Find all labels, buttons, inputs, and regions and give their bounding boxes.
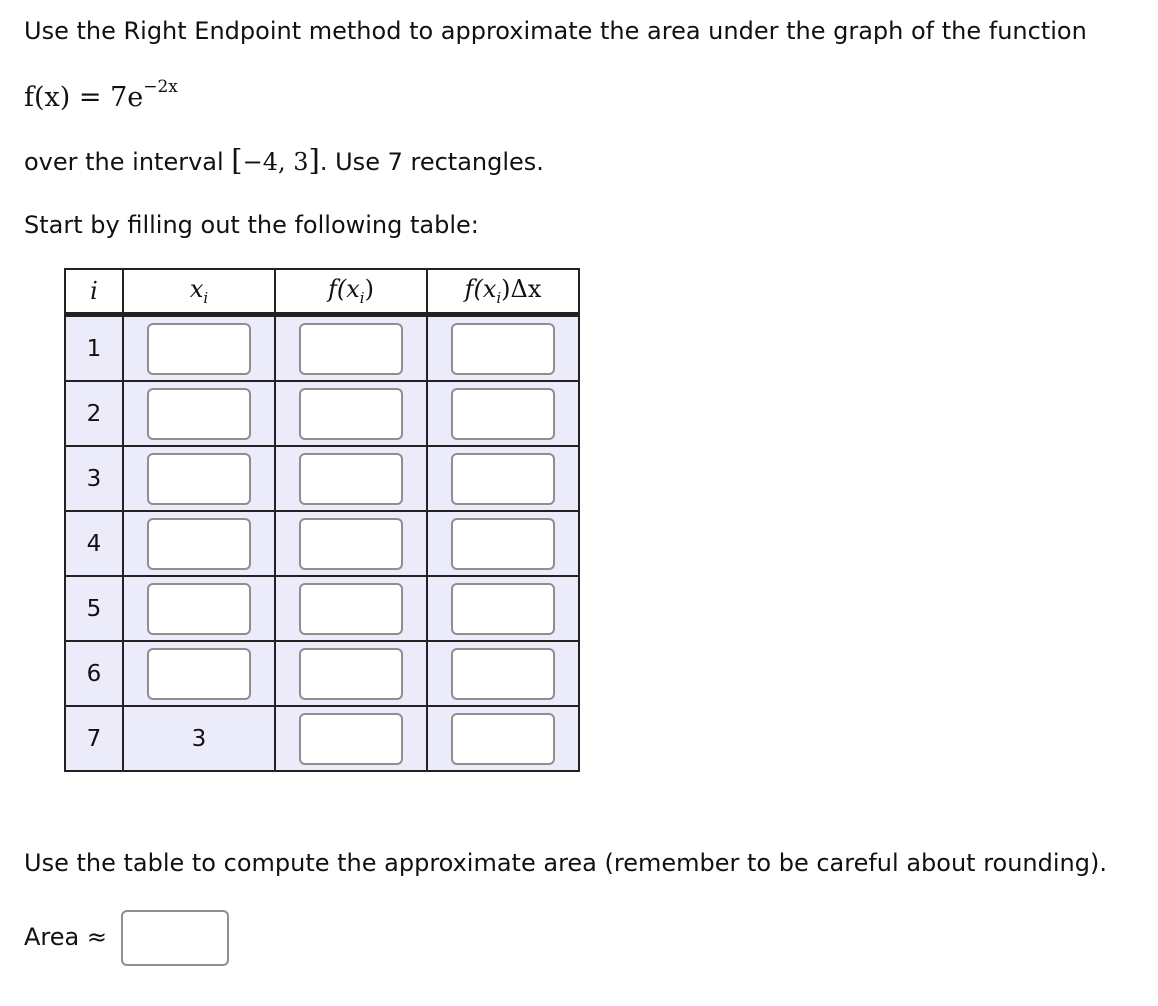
interval-left-bracket: [: [231, 143, 243, 177]
compute-instruction: Use the table to compute the approximate area (remember to be careful about rounding).: [24, 849, 1107, 877]
interval-statement: [24, 145, 544, 177]
table-row: [65, 446, 579, 511]
row-index: 1: [65, 315, 123, 382]
row-index: 4: [65, 511, 123, 576]
interval-prefix: over the interval: [24, 148, 232, 176]
xi-input-4[interactable]: [147, 518, 251, 570]
xi-input-5[interactable]: [147, 583, 251, 635]
xi-input-2[interactable]: [147, 388, 251, 440]
row-index: 3: [65, 446, 123, 511]
row-index: 5: [65, 576, 123, 641]
area-input[interactable]: [121, 910, 229, 966]
interval-values: −4, 3: [242, 148, 309, 176]
row-index: 6: [65, 641, 123, 706]
function-lhs: f(x) = 7e: [24, 82, 144, 113]
function-exponent: −2x: [143, 77, 178, 97]
table-row: [65, 576, 579, 641]
fxi-input-4[interactable]: [299, 518, 403, 570]
interval-right-bracket: ]: [308, 143, 320, 177]
fxi-dx-input-4[interactable]: [451, 518, 555, 570]
header-i: i: [65, 269, 123, 315]
fxi-input-6[interactable]: [299, 648, 403, 700]
table-row: [65, 381, 579, 446]
fxi-input-1[interactable]: [299, 323, 403, 375]
xi-input-3[interactable]: [147, 453, 251, 505]
area-label: Area ≈: [24, 923, 107, 951]
xi-input-1[interactable]: [147, 323, 251, 375]
endpoint-table: [64, 268, 580, 772]
fxi-dx-input-2[interactable]: [451, 388, 555, 440]
header-fxi-dx: $f(x_i)\Delta x$: [427, 269, 579, 315]
fxi-dx-input-5[interactable]: [451, 583, 555, 635]
problem-intro: Use the Right Endpoint method to approximate the area under the graph of the function: [24, 17, 1087, 45]
table-row: [65, 641, 579, 706]
table-row: [65, 706, 579, 771]
table-row: [65, 511, 579, 576]
row-index: 2: [65, 381, 123, 446]
fxi-input-5[interactable]: [299, 583, 403, 635]
fxi-dx-input-7[interactable]: [451, 713, 555, 765]
header-fxi: $f(x_i)$: [275, 269, 427, 315]
fxi-input-7[interactable]: [299, 713, 403, 765]
row-index: 7: [65, 706, 123, 771]
interval-suffix: . Use 7 rectangles.: [319, 148, 544, 176]
table-header-row: [65, 269, 579, 315]
function-formula: [24, 76, 178, 113]
table-row: [65, 315, 579, 382]
fxi-input-2[interactable]: [299, 388, 403, 440]
xi-given-value: 3: [123, 706, 275, 771]
header-xi: $x_i$: [123, 269, 275, 315]
table-instruction: Start by filling out the following table:: [24, 211, 479, 239]
fxi-dx-input-6[interactable]: [451, 648, 555, 700]
xi-input-6[interactable]: [147, 648, 251, 700]
fxi-input-3[interactable]: [299, 453, 403, 505]
fxi-dx-input-1[interactable]: [451, 323, 555, 375]
fxi-dx-input-3[interactable]: [451, 453, 555, 505]
